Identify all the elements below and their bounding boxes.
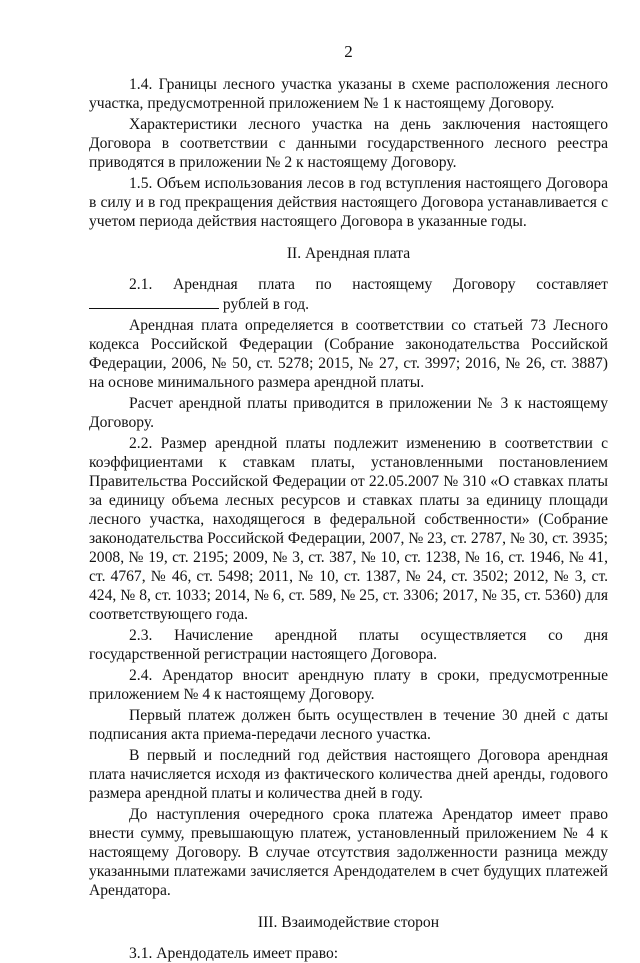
section-heading-3: III. Взаимодействие сторон [257,914,440,931]
paragraph-rent-definition: Арендная плата определяется в соответствии со статьей 73 Лесного кодекса Российской Федерации (Собрание законодательства Российской Федерации, 2006, № 50, ст. 5278; 2015, № 27, ст. 3997; 2016, № 26, ст. 3887) на основе минимального размера арендной платы. [89,317,608,391]
paragraph-1-4: 1.4. Границы лесного участка указаны в схеме расположения лесного участка, предусмотренной приложением № 1 к настоящему Договору. [89,76,608,112]
paragraph-characteristics: Характеристики лесного участка на день заключения настоящего Договора в соответствии с данными государственного лесного реестра приводятся в приложении № 2 к настоящему Договору. [89,116,608,171]
rent-per-year-text: рублей в год. [222,296,310,313]
paragraph-2-3: 2.3. Начисление арендной платы осуществляется со дня государственной регистрации настоящего Договора. [89,627,608,663]
paragraph-rent-calculation: Расчет арендной платы приводится в приложении № 3 к настоящему Договору. [89,395,608,431]
paragraph-first-last-year: В первый и последний год действия настоящего Договора арендная плата начисляется исходя из фактического количества дней аренды, годового размера арендной платы и количества дней в году. [89,747,608,802]
paragraph-2-2: 2.2. Размер арендной платы подлежит изменению в соответствии с коэффициентами к ставкам платы, установленными постановлением Правительства Российской Федерации от 22.05.2007 № 310 «О ставках платы за единицу объема лесных ресурсов и ставках платы за единицу площади лесного участка, находящегося в федеральной собственности» (Собрание законодательства Российской Федерации, 2007, № 23, ст. 2787, № 30, ст. 3935; 2008, № 19, ст. 2195; 2009, № 3, ст. 387, № 10, ст. 1238, № 16, ст. 1946, № 41, ст. 4767, № 46, ст. 5498; 2011, № 10, ст. 1387, № 24, ст. 3502; 2012, № 3, ст. 424, № 8, ст. 1033; 2014, № 6, ст. 589, № 25, ст. 3306; 2017, № 35, ст. 5360) для соответствующего года. [89,435,608,623]
paragraph-3-1: 3.1. Арендодатель имеет право: [129,945,339,962]
section-heading-2: II. Арендная плата [286,245,411,262]
paragraph-2-4: 2.4. Арендатор вносит арендную плату в сроки, предусмотренные приложением № 4 к настоящему Договору. [89,667,608,703]
paragraph-first-payment: Первый платеж должен быть осуществлен в течение 30 дней с даты подписания акта приема-передачи лесного участка. [89,707,608,743]
page-number: 2 [344,42,353,61]
rent-amount-blank [89,294,219,309]
paragraph-advance-payment: До наступления очередного срока платежа Арендатор имеет право внести сумму, превышающую платеж, установленный приложением № 4 к настоящему Договору. В случае отсутствия задолженности разница между указанными платежами зачисляется Арендодателем в счет будущих платежей Арендатора. [89,806,608,899]
paragraph-1-5: 1.5. Объем использования лесов в год вступления настоящего Договора в силу и в год прекращения действия настоящего Договора устанавливается с учетом периода действия настоящего Договора в указанные годы. [89,175,608,230]
paragraph-2-1-line1: 2.1. Арендная плата по настоящему Договору составляет [129,276,608,293]
paragraph-2-1-line2 [89,294,608,314]
